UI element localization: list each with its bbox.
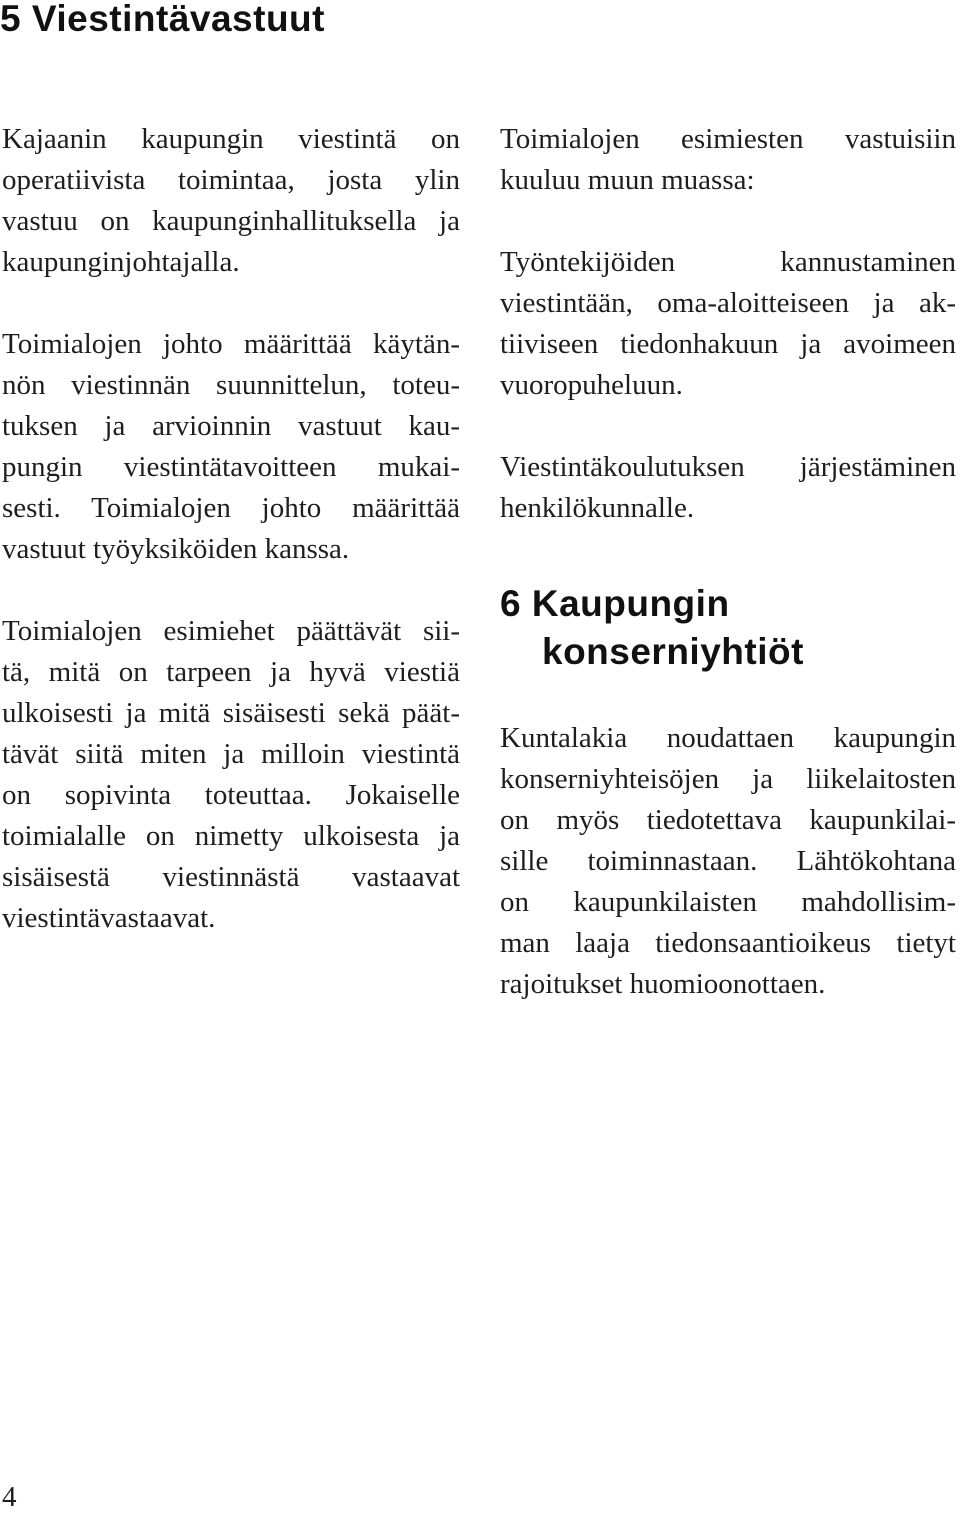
- section-6-title-line2: konserniyhtiöt: [542, 631, 804, 672]
- paragraph-supervisor-duties: [500, 119, 956, 201]
- text-line: tuksen ja arvioinnin vastuut kau-: [2, 410, 460, 442]
- paragraph-management: [2, 324, 460, 570]
- section-6-title-line1: 6 Kaupungin: [500, 583, 730, 624]
- paragraph-encouraging-employees: [500, 242, 956, 406]
- text-line: on sopivinta toteuttaa. Jokaiselle: [2, 779, 460, 811]
- text-line: operatiivista toimintaa, josta ylin: [2, 164, 460, 196]
- text-line: Kuntalakia noudattaen kaupungin: [500, 722, 956, 754]
- text-line: nön viestinnän suunnittelun, toteu-: [2, 369, 460, 401]
- text-line: henkilökunnalle.: [500, 492, 695, 524]
- text-line: on kaupunkilaisten mahdollisim-: [500, 886, 956, 918]
- text-line: kaupunginjohtajalla.: [2, 246, 240, 278]
- paragraph-training: [500, 447, 956, 529]
- text-line: sesti. Toimialojen johto määrittää: [2, 492, 460, 524]
- text-line: vastuu on kaupunginhallituksella ja: [2, 205, 460, 237]
- text-line: tiiviseen tiedonhakuun ja avoimeen: [500, 328, 956, 360]
- left-column: [2, 119, 460, 939]
- text-line: on myös tiedotettava kaupunkilai-: [500, 804, 956, 836]
- text-line: vuoropuheluun.: [500, 369, 683, 401]
- text-line: konserniyhteisöjen ja liikelaitosten: [500, 763, 956, 795]
- text-line: toimialalle on nimetty ulkoisesta ja: [2, 820, 460, 852]
- text-line: Toimialojen esimiesten vastuisiin: [500, 123, 956, 155]
- paragraph-supervisors: [2, 611, 460, 939]
- text-line: Toimialojen esimiehet päättävät sii-: [2, 615, 460, 647]
- paragraph-responsibility: [2, 119, 460, 283]
- text-line: sisäisestä viestinnästä vastaavat: [2, 861, 460, 893]
- text-line: rajoitukset huomioonottaen.: [500, 968, 826, 1000]
- text-line: ulkoisesti ja mitä sisäisesti sekä päät-: [2, 697, 460, 729]
- text-line: tä, mitä on tarpeen ja hyvä viestiä: [2, 656, 460, 688]
- paragraph-group-companies: [500, 718, 956, 1005]
- text-line: viestintään, oma-aloitteiseen ja ak-: [500, 287, 956, 319]
- text-line: man laaja tiedonsaantioikeus tietyt: [500, 927, 956, 959]
- right-column-top: [500, 119, 956, 529]
- right-column-bottom: [500, 718, 956, 1005]
- text-line: sille toiminnastaan. Lähtökohtana: [500, 845, 956, 877]
- text-line: pungin viestintätavoitteen mukai-: [2, 451, 460, 483]
- section-6-title: [500, 580, 804, 676]
- text-line: tävät siitä miten ja milloin viestintä: [2, 738, 460, 770]
- text-line: Työntekijöiden kannustaminen: [500, 246, 956, 278]
- text-line: kuuluu muun muassa:: [500, 164, 755, 196]
- page-number: 4: [2, 1481, 17, 1513]
- text-line: Kajaanin kaupungin viestintä on: [2, 123, 460, 155]
- text-line: vastuut työyksiköiden kanssa.: [2, 533, 350, 565]
- text-line: Toimialojen johto määrittää käytän-: [2, 328, 460, 360]
- text-line: viestintävastaavat.: [2, 902, 216, 934]
- section-5-title: 5 Viestintävastuut: [0, 0, 325, 39]
- text-line: Viestintäkoulutuksen järjestäminen: [500, 451, 956, 483]
